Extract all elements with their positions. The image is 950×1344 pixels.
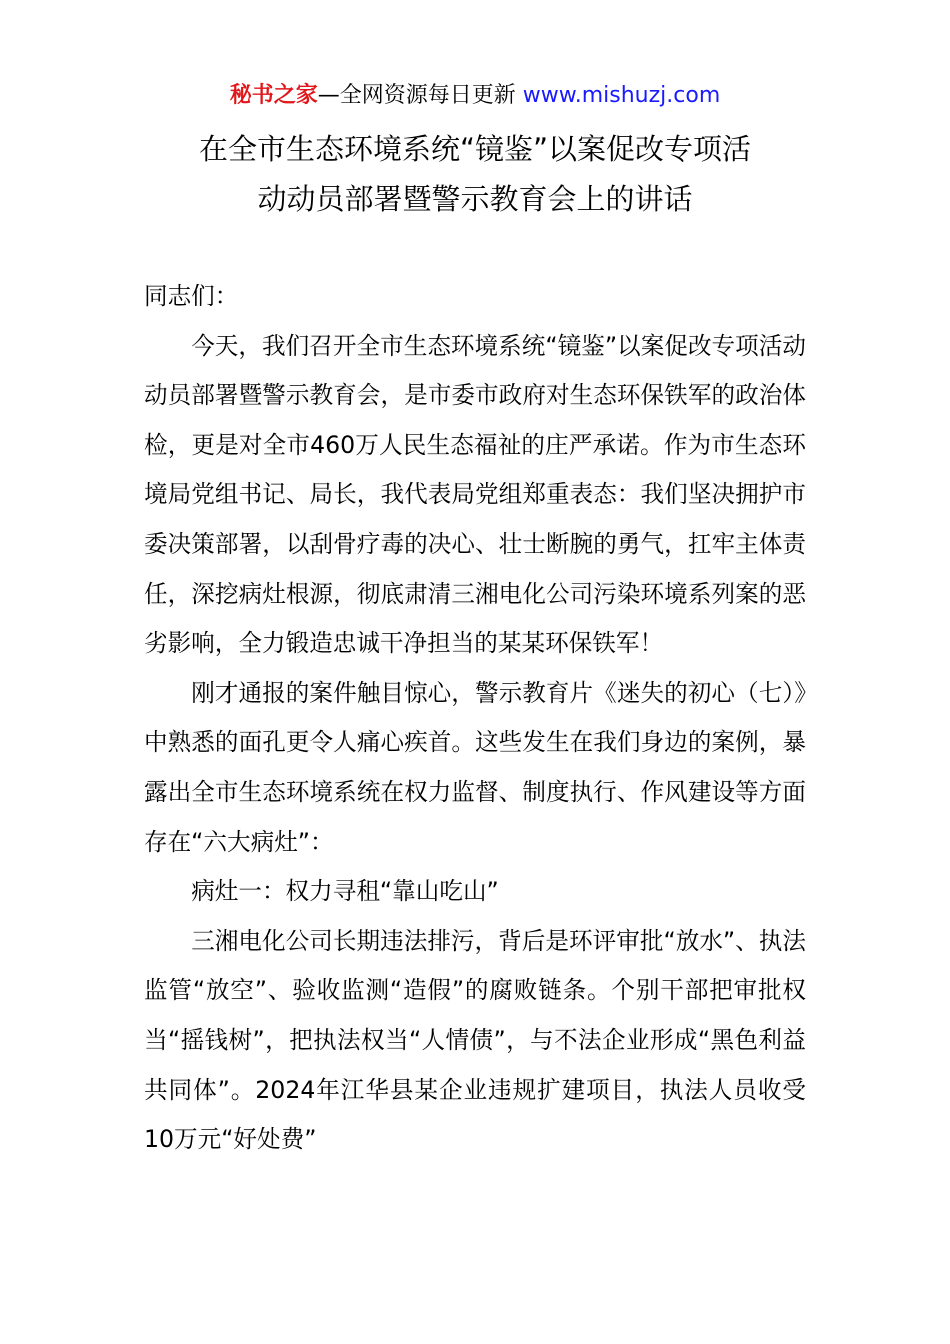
title-line-2: 动动员部署暨警示教育会上的讲话 bbox=[257, 182, 693, 216]
body-paragraph-1: 今天，我们召开全市生态环境系统“镜鉴”以案促改专项活动动员部署暨警示教育会，是市委市政府对生态环保铁军的政治体检，更是对全市460万人民生态福祉的庄严承诺。作为市生态环境局党组书记、局长，我代表局党组郑重表态：我们坚决拥护市委决策部署，以刮骨疗毒的决心、壮士断腕的勇气，扛牢主体责任，深挖病灶根源，彻底肃清三湘电化公司污染环境系列案的恶劣影响，全力锻造忠诚干净担当的某某环保铁军！ bbox=[144, 331, 806, 658]
section-paragraph: 三湘电化公司长期违法排污，背后是环评审批“放水”、执法监管“放空”、验收监测“造假”的腐败链条。个别干部把审批权当“摇钱树”，把执法权当“人情债”，与不法企业形成“黑色利益共同体”。2024年江华县某企业违规扩建项目，执法人员收受10万元“好处费” bbox=[144, 926, 806, 1154]
site-tagline: —全网资源每日更新 bbox=[317, 83, 523, 108]
greeting: 同志们： bbox=[144, 282, 239, 310]
document-body bbox=[144, 272, 806, 1165]
site-url-link[interactable]: www.mishuzj.com bbox=[522, 83, 721, 108]
document-title bbox=[0, 124, 950, 224]
title-line-1: 在全市生态环境系统“镜鉴”以案促改专项活 bbox=[198, 132, 752, 166]
site-brand: 秘书之家 bbox=[229, 83, 318, 108]
site-header bbox=[0, 80, 950, 112]
section-heading: 病灶一：权力寻租“靠山吃山” bbox=[191, 877, 499, 906]
body-paragraph-2: 刚才通报的案件触目惊心，警示教育片《迷失的初心（七）》中熟悉的面孔更令人痛心疾首。这些发生在我们身边的案例，暴露出全市生态环境系统在权力监督、制度执行、作风建设等方面存在“六大病灶”： bbox=[144, 678, 806, 856]
